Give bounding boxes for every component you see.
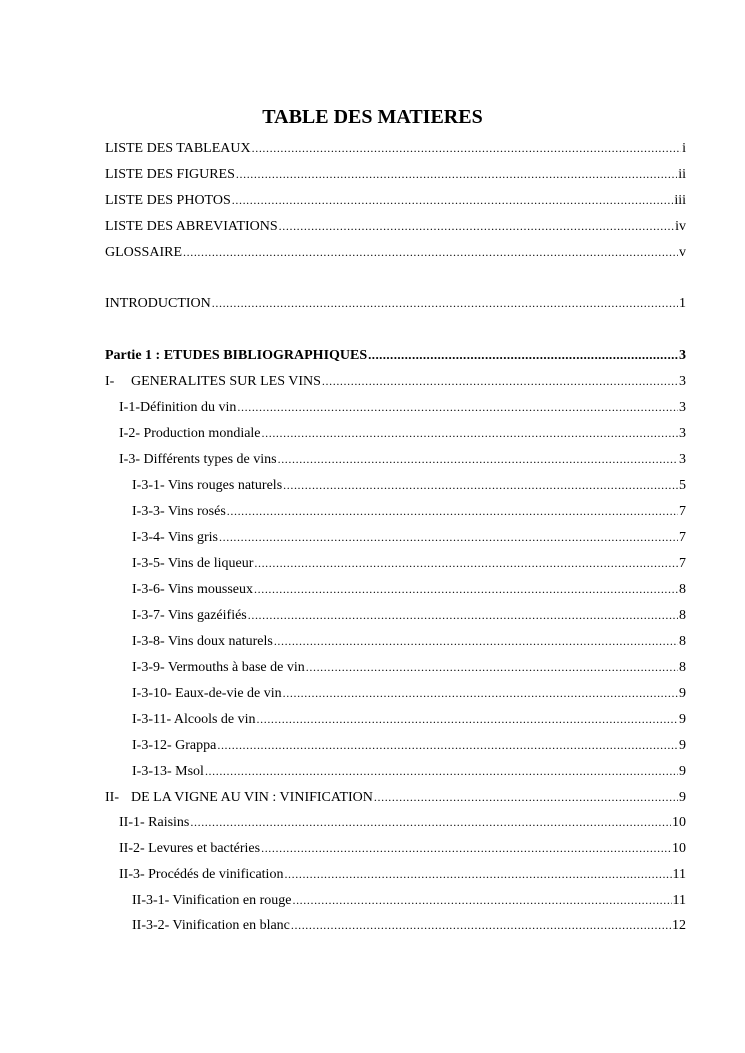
- toc-entry[interactable]: [119, 812, 686, 832]
- toc-entry-label: II-3-1- Vinification en rouge: [132, 893, 292, 908]
- toc-entry-label: [105, 788, 373, 808]
- page-title: TABLE DES MATIERES: [262, 106, 483, 128]
- toc-entry[interactable]: [132, 709, 686, 729]
- toc-leader-dots: [257, 709, 678, 729]
- toc-leader-dots: [212, 293, 678, 313]
- toc-entry-label: I-3-6- Vins mousseux: [132, 582, 254, 597]
- toc-entry-label: I-3-4- Vins gris: [132, 530, 219, 545]
- toc-entry-label: I-3-11- Alcools de vin: [132, 712, 256, 727]
- toc-part-heading[interactable]: [105, 345, 686, 365]
- toc-entry-label: I-3-13- Msol: [132, 764, 204, 779]
- toc-entry-page: 3: [679, 374, 686, 389]
- toc-entry[interactable]: [132, 501, 686, 521]
- toc-entry[interactable]: [132, 475, 686, 495]
- toc-entry[interactable]: [105, 242, 686, 262]
- toc-entry-page: i: [682, 141, 686, 156]
- toc-leader-dots: [217, 735, 678, 755]
- toc-entry[interactable]: [132, 761, 686, 781]
- toc-entry-label: I-3-5- Vins de liqueur: [132, 556, 254, 571]
- toc-entry[interactable]: [119, 838, 686, 858]
- toc-entry[interactable]: [132, 553, 686, 573]
- toc-entry-page: 9: [679, 764, 686, 779]
- toc-entry-page: iii: [674, 193, 686, 208]
- toc-entry-label: I-3-9- Vermouths à base de vin: [132, 660, 305, 675]
- toc-entry[interactable]: [105, 216, 686, 236]
- toc-entry-label: LISTE DES FIGURES: [105, 167, 235, 182]
- toc-entry-number: II-: [105, 790, 119, 805]
- toc-entry-number: I-: [105, 374, 115, 389]
- toc-leader-dots: [283, 683, 678, 703]
- toc-entry-page: 7: [679, 504, 686, 519]
- toc-entry[interactable]: [119, 449, 686, 469]
- toc-entry-page: 8: [679, 660, 686, 675]
- toc-leader-dots: [283, 475, 678, 495]
- toc-entry-page: 10: [672, 841, 686, 856]
- toc-leader-dots: [368, 345, 678, 365]
- toc-entry-page: 8: [679, 608, 686, 623]
- toc-entry-page: 3: [679, 452, 686, 467]
- toc-entry[interactable]: [132, 527, 686, 547]
- toc-entry-page: 9: [679, 686, 686, 701]
- toc-entry-label: I-1-Définition du vin: [119, 400, 237, 415]
- toc-entry[interactable]: [119, 423, 686, 443]
- toc-leader-dots: [262, 423, 678, 443]
- toc-leader-dots: [254, 553, 678, 573]
- toc-leader-dots: [374, 787, 678, 807]
- toc-leader-dots: [291, 915, 671, 935]
- toc-leader-dots: [183, 242, 678, 262]
- toc-entry-page: 3: [679, 426, 686, 441]
- toc-entry-page: v: [679, 245, 686, 260]
- toc-entry-label: I-3-1- Vins rouges naturels: [132, 478, 283, 493]
- toc-entry-label: I-3-8- Vins doux naturels: [132, 634, 273, 649]
- toc-entry-page: iv: [675, 219, 686, 234]
- toc-entry-label: INTRODUCTION: [105, 296, 211, 311]
- toc-entry[interactable]: [132, 605, 686, 625]
- toc-entry-label: LISTE DES ABREVIATIONS: [105, 219, 278, 234]
- toc-entry[interactable]: [132, 683, 686, 703]
- toc-entry-page: 7: [679, 530, 686, 545]
- toc-entry-text: DE LA VIGNE AU VIN : VINIFICATION: [131, 790, 373, 805]
- toc-leader-dots: [279, 216, 674, 236]
- toc-entry-page: 10: [672, 815, 686, 830]
- toc-entry[interactable]: [119, 864, 686, 884]
- toc-entry[interactable]: [105, 293, 686, 313]
- toc-entry-page: 5: [679, 478, 686, 493]
- toc-leader-dots: [232, 190, 674, 210]
- toc-leader-dots: [261, 838, 671, 858]
- toc-entry[interactable]: [132, 890, 686, 910]
- toc-entry-page: 8: [679, 582, 686, 597]
- toc-entry-page: 11: [672, 893, 686, 908]
- toc-entry-page: ii: [678, 167, 686, 182]
- toc-chapter-heading[interactable]: [105, 371, 686, 391]
- toc-leader-dots: [322, 371, 678, 391]
- toc-leader-dots: [219, 527, 678, 547]
- toc-leader-dots: [190, 812, 671, 832]
- toc-leader-dots: [292, 890, 671, 910]
- toc-leader-dots: [284, 864, 671, 884]
- toc-entry[interactable]: [132, 657, 686, 677]
- toc-entry-page: 9: [679, 738, 686, 753]
- toc-chapter-heading[interactable]: [105, 787, 686, 807]
- toc-entry-label: I-3- Différents types de vins: [119, 452, 277, 467]
- toc-entry-text: GENERALITES SUR LES VINS: [131, 374, 321, 389]
- toc-entry[interactable]: [105, 164, 686, 184]
- toc-entry-label: GLOSSAIRE: [105, 245, 183, 260]
- toc-leader-dots: [254, 579, 678, 599]
- toc-entry-page: 1: [679, 296, 686, 311]
- toc-entry-page: 3: [679, 348, 686, 363]
- toc-entry-label: I-3-7- Vins gazéifiés: [132, 608, 247, 623]
- toc-leader-dots: [205, 761, 678, 781]
- toc-entry-page: 11: [672, 867, 686, 882]
- toc-entry-label: II-1- Raisins: [119, 815, 190, 830]
- toc-leader-dots: [248, 605, 678, 625]
- toc-entry-page: 9: [679, 790, 686, 805]
- toc-entry-label: I-3-12- Grappa: [132, 738, 217, 753]
- toc-entry-page: 12: [672, 918, 686, 933]
- toc-entry-label: I-3-3- Vins rosés: [132, 504, 226, 519]
- toc-entry-label: II-3-2- Vinification en blanc: [132, 918, 290, 933]
- toc-entry[interactable]: [132, 631, 686, 651]
- toc-leader-dots: [278, 449, 678, 469]
- toc-entry[interactable]: [132, 579, 686, 599]
- toc-leader-dots: [252, 138, 681, 158]
- toc-entry-page: 9: [679, 712, 686, 727]
- toc-entry-page: 7: [679, 556, 686, 571]
- toc-entry[interactable]: [105, 190, 686, 210]
- toc-entry-label: I-3-10- Eaux-de-vie de vin: [132, 686, 282, 701]
- toc-entry-page: 3: [679, 400, 686, 415]
- toc-leader-dots: [274, 631, 678, 651]
- toc-entry-label: II-2- Levures et bactéries: [119, 841, 261, 856]
- toc-leader-dots: [306, 657, 678, 677]
- toc-entry[interactable]: [105, 138, 686, 158]
- toc-leader-dots: [236, 164, 677, 184]
- toc-entry-label: II-3- Procédés de vinification: [119, 867, 284, 882]
- toc-entry-label: LISTE DES PHOTOS: [105, 193, 231, 208]
- toc-entry-label: I-2- Production mondiale: [119, 426, 261, 441]
- toc-entry[interactable]: [132, 735, 686, 755]
- toc-leader-dots: [237, 397, 678, 417]
- toc-entry-label: LISTE DES TABLEAUX: [105, 141, 251, 156]
- toc-entry[interactable]: [132, 915, 686, 935]
- toc-entry-label: [105, 372, 321, 392]
- toc-leader-dots: [227, 501, 678, 521]
- toc-entry[interactable]: [119, 397, 686, 417]
- toc-entry-label: Partie 1 : ETUDES BIBLIOGRAPHIQUES: [105, 348, 368, 363]
- toc-entry-page: 8: [679, 634, 686, 649]
